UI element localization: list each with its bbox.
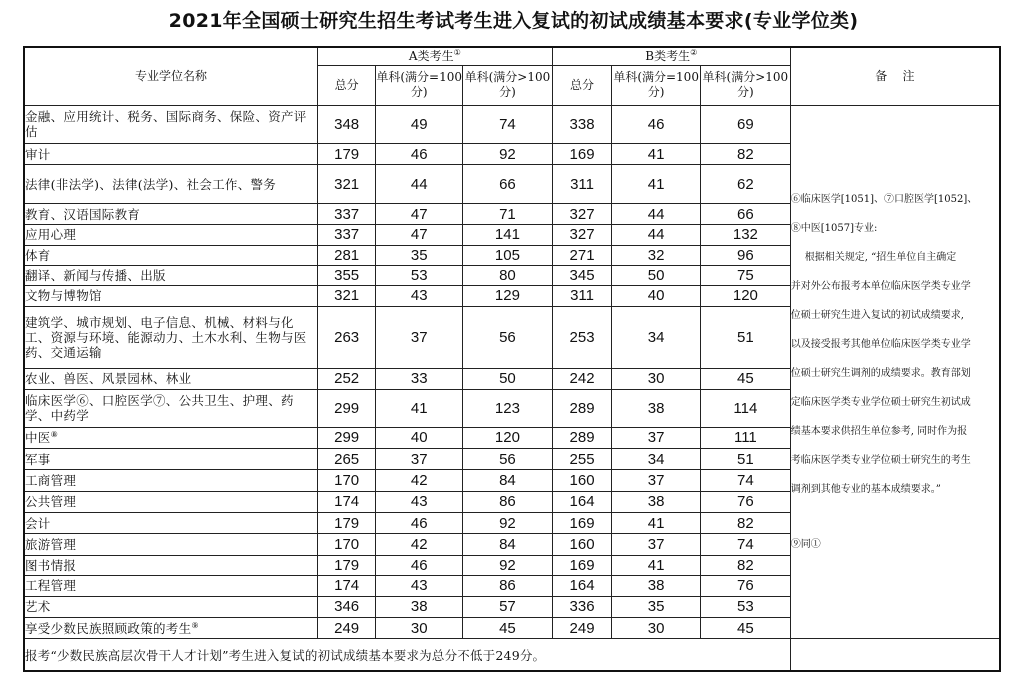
a-single-100: 47 [376,203,463,224]
remark-line: 绩基本要求供招生单位参考, 同时作为报 [790,425,968,437]
a-single-over100: 66 [463,165,553,204]
a-total-score: 348 [317,105,375,144]
a-total-score: 265 [317,448,375,469]
a-total-score: 179 [317,144,375,165]
a-single-over100: 57 [463,596,553,617]
b-single-100: 41 [612,555,701,575]
a-single-100: 44 [376,165,463,204]
degree-name [24,491,317,512]
b-single-over100: 114 [701,390,791,427]
a-single-over100: 86 [463,576,553,596]
a-single-over100: 86 [463,491,553,512]
a-total-score: 299 [317,390,375,427]
b-single-100: 30 [612,368,701,389]
footer-note: 报考“少数民族高层次骨干人才计划”考生进入复试的初试成绩基本要求为总分不低于249分。 [24,639,790,671]
b-total-score: 289 [552,427,611,448]
b-single-over100: 45 [701,368,791,389]
header-group-b: B类考生② [552,47,790,65]
header-b-single-100: 单科(满分=100分) [612,65,701,105]
a-single-over100: 120 [463,427,553,448]
remark-line: 并对外公布报考本单位临床医学类专业学 [790,280,971,292]
a-single-100: 30 [376,617,463,638]
a-single-over100: 74 [463,105,553,144]
a-single-100: 46 [376,555,463,575]
degree-name-text: 审计 [25,146,51,162]
degree-name-text: 建筑学、城市规划、电子信息、机械、材料与化工、资源与环境、能源动力、土木水利、生物与医药、交通运输 [25,314,307,360]
a-total-score: 249 [317,617,375,638]
b-single-100: 44 [612,225,701,245]
header-b-total: 总分 [552,65,611,105]
degree-name [24,225,317,245]
a-single-100: 40 [376,427,463,448]
b-single-over100: 120 [701,286,791,306]
a-total-score: 170 [317,470,375,491]
remark-line: 位硕士研究生进入复试的初试成绩要求, [790,309,964,321]
degree-name-text: 享受少数民族照顾政策的考生 [25,620,192,636]
degree-name-text: 艺术 [25,599,51,615]
b-total-score: 345 [552,265,611,285]
a-single-over100: 123 [463,390,553,427]
degree-name-text: 工商管理 [25,472,77,488]
b-single-100: 37 [612,470,701,491]
group-a-footnote-mark: ① [453,47,461,57]
b-single-over100: 76 [701,491,791,512]
degree-name [24,617,317,638]
degree-name-text: 中医 [25,430,51,446]
a-total-score: 321 [317,286,375,306]
a-single-100: 43 [376,286,463,306]
a-single-over100: 56 [463,448,553,469]
b-total-score: 160 [552,470,611,491]
b-single-100: 41 [612,513,701,534]
b-total-score: 169 [552,513,611,534]
score-table [23,46,1001,672]
group-b-footnote-mark: ② [690,47,698,57]
b-total-score: 169 [552,144,611,165]
table-row [24,105,1000,144]
b-single-over100: 62 [701,165,791,204]
degree-name-text: 工程管理 [25,578,77,594]
b-total-score: 311 [552,286,611,306]
b-single-100: 37 [612,427,701,448]
b-total-score: 249 [552,617,611,638]
b-total-score: 253 [552,306,611,368]
b-total-score: 169 [552,555,611,575]
degree-name [24,448,317,469]
degree-name [24,165,317,204]
a-total-score: 281 [317,245,375,265]
b-single-over100: 69 [701,105,791,144]
degree-name [24,534,317,555]
b-total-score: 242 [552,368,611,389]
header-b-single-over100: 单科(满分>100分) [701,65,791,105]
a-single-over100: 92 [463,555,553,575]
degree-name-text: 农业、兽医、风景园林、林业 [25,371,192,387]
a-single-over100: 84 [463,470,553,491]
a-total-score: 263 [317,306,375,368]
a-single-over100: 92 [463,144,553,165]
a-single-over100: 56 [463,306,553,368]
a-single-over100: 50 [463,368,553,389]
degree-name [24,596,317,617]
a-single-100: 42 [376,534,463,555]
header-a-single-100: 单科(满分=100分) [376,65,463,105]
header-a-total: 总分 [317,65,375,105]
degree-name [24,513,317,534]
a-single-100: 46 [376,144,463,165]
b-single-100: 37 [612,534,701,555]
header-a-single-over100: 单科(满分>100分) [463,65,553,105]
a-single-over100: 129 [463,286,553,306]
a-total-score: 179 [317,513,375,534]
b-single-100: 41 [612,144,701,165]
remark-line: 根据相关规定, “招生单位自主确定 [804,251,957,263]
a-single-100: 47 [376,225,463,245]
b-single-over100: 132 [701,225,791,245]
b-total-score: 327 [552,225,611,245]
b-total-score: 164 [552,491,611,512]
degree-name-text: 旅游管理 [25,537,77,553]
a-single-100: 37 [376,306,463,368]
header-row-1 [24,47,1000,65]
a-single-100: 43 [376,491,463,512]
a-total-score: 174 [317,491,375,512]
degree-name-text: 公共管理 [25,494,77,510]
a-total-score: 346 [317,596,375,617]
b-total-score: 338 [552,105,611,144]
header-group-a: A类考生① [317,47,552,65]
b-single-over100: 53 [701,596,791,617]
remark-line: 位硕士研究生调剂的成绩要求。教育部划 [790,367,971,379]
footnote-mark: ⑨ [191,620,199,630]
a-single-100: 43 [376,576,463,596]
b-single-over100: 82 [701,513,791,534]
a-single-100: 53 [376,265,463,285]
remark-line: 考临床医学类专业学位硕士研究生的考生 [790,454,971,466]
b-single-100: 34 [612,448,701,469]
degree-name [24,245,317,265]
b-single-over100: 51 [701,306,791,368]
a-single-over100: 92 [463,513,553,534]
footer-remarks-blank [790,639,1000,671]
b-total-score: 289 [552,390,611,427]
b-single-over100: 96 [701,245,791,265]
b-total-score: 271 [552,245,611,265]
remark-line: ⑨同① [790,538,821,550]
b-single-100: 30 [612,617,701,638]
a-single-over100: 71 [463,203,553,224]
a-single-100: 42 [376,470,463,491]
degree-name [24,105,317,144]
header-name: 专业学位名称 [24,47,317,105]
remark-line: 定临床医学类专业学位硕士研究生初试成 [790,396,971,408]
degree-name-text: 文物与博物馆 [25,288,102,304]
b-total-score: 164 [552,576,611,596]
degree-name [24,470,317,491]
a-total-score: 321 [317,165,375,204]
a-single-100: 49 [376,105,463,144]
a-single-over100: 105 [463,245,553,265]
degree-name-text: 图书情报 [25,558,77,573]
b-single-over100: 66 [701,203,791,224]
remark-line: 以及接受报考其他单位临床医学类专业学 [790,338,971,350]
degree-name-text: 会计 [25,515,51,531]
b-single-100: 38 [612,491,701,512]
b-single-over100: 111 [701,427,791,448]
a-total-score: 174 [317,576,375,596]
a-single-over100: 141 [463,225,553,245]
b-single-100: 35 [612,596,701,617]
degree-name-text: 法律(非法学)、法律(法学)、社会工作、警务 [25,176,277,192]
degree-name [24,368,317,389]
a-single-over100: 80 [463,265,553,285]
a-total-score: 299 [317,427,375,448]
a-total-score: 355 [317,265,375,285]
a-single-100: 35 [376,245,463,265]
b-single-100: 46 [612,105,701,144]
b-single-100: 44 [612,203,701,224]
a-total-score: 337 [317,225,375,245]
page-title: 2021年全国硕士研究生招生考试考生进入复试的初试成绩基本要求(专业学位类) [168,10,859,32]
degree-name [24,203,317,224]
remark-line: ⑧中医[1057]专业: [790,222,878,234]
a-single-100: 38 [376,596,463,617]
a-single-100: 41 [376,390,463,427]
remark-line: 调剂到其他专业的基本成绩要求。” [790,483,941,495]
a-total-score: 170 [317,534,375,555]
b-single-100: 38 [612,576,701,596]
remarks-cell [790,105,1000,639]
b-total-score: 255 [552,448,611,469]
b-single-over100: 82 [701,555,791,575]
b-single-over100: 51 [701,448,791,469]
degree-name [24,555,317,575]
a-single-over100: 84 [463,534,553,555]
b-single-100: 32 [612,245,701,265]
a-total-score: 337 [317,203,375,224]
degree-name-text: 临床医学⑥、口腔医学⑦、公共卫生、护理、药学、中药学 [25,393,294,424]
header-remarks: 备 注 [790,47,1000,105]
degree-name [24,144,317,165]
b-single-100: 38 [612,390,701,427]
footer-row [24,639,1000,671]
degree-name-text: 金融、应用统计、税务、国际商务、保险、资产评估 [25,109,307,140]
b-single-100: 41 [612,165,701,204]
degree-name [24,265,317,285]
b-single-over100: 74 [701,534,791,555]
b-total-score: 311 [552,165,611,204]
b-total-score: 336 [552,596,611,617]
degree-name [24,427,317,448]
degree-name [24,306,317,368]
footnote-mark: ⑧ [50,430,59,440]
b-single-over100: 74 [701,470,791,491]
degree-name-text: 体育 [25,247,51,263]
b-single-over100: 82 [701,144,791,165]
a-total-score: 252 [317,368,375,389]
a-single-100: 37 [376,448,463,469]
degree-name-text: 翻译、新闻与传播、出版 [25,268,166,284]
b-total-score: 327 [552,203,611,224]
b-single-100: 40 [612,286,701,306]
b-single-100: 34 [612,306,701,368]
b-single-over100: 45 [701,617,791,638]
degree-name-text: 教育、汉语国际教育 [25,206,141,222]
degree-name-text: 军事 [25,451,51,467]
degree-name [24,576,317,596]
degree-name-text: 应用心理 [25,227,77,243]
a-single-100: 33 [376,368,463,389]
a-single-100: 46 [376,513,463,534]
remark-line: ⑥临床医学[1051]、⑦口腔医学[1052]、 [790,193,978,205]
b-single-100: 50 [612,265,701,285]
a-single-over100: 45 [463,617,553,638]
b-total-score: 160 [552,534,611,555]
b-single-over100: 76 [701,576,791,596]
degree-name [24,286,317,306]
degree-name [24,390,317,427]
a-total-score: 179 [317,555,375,575]
b-single-over100: 75 [701,265,791,285]
